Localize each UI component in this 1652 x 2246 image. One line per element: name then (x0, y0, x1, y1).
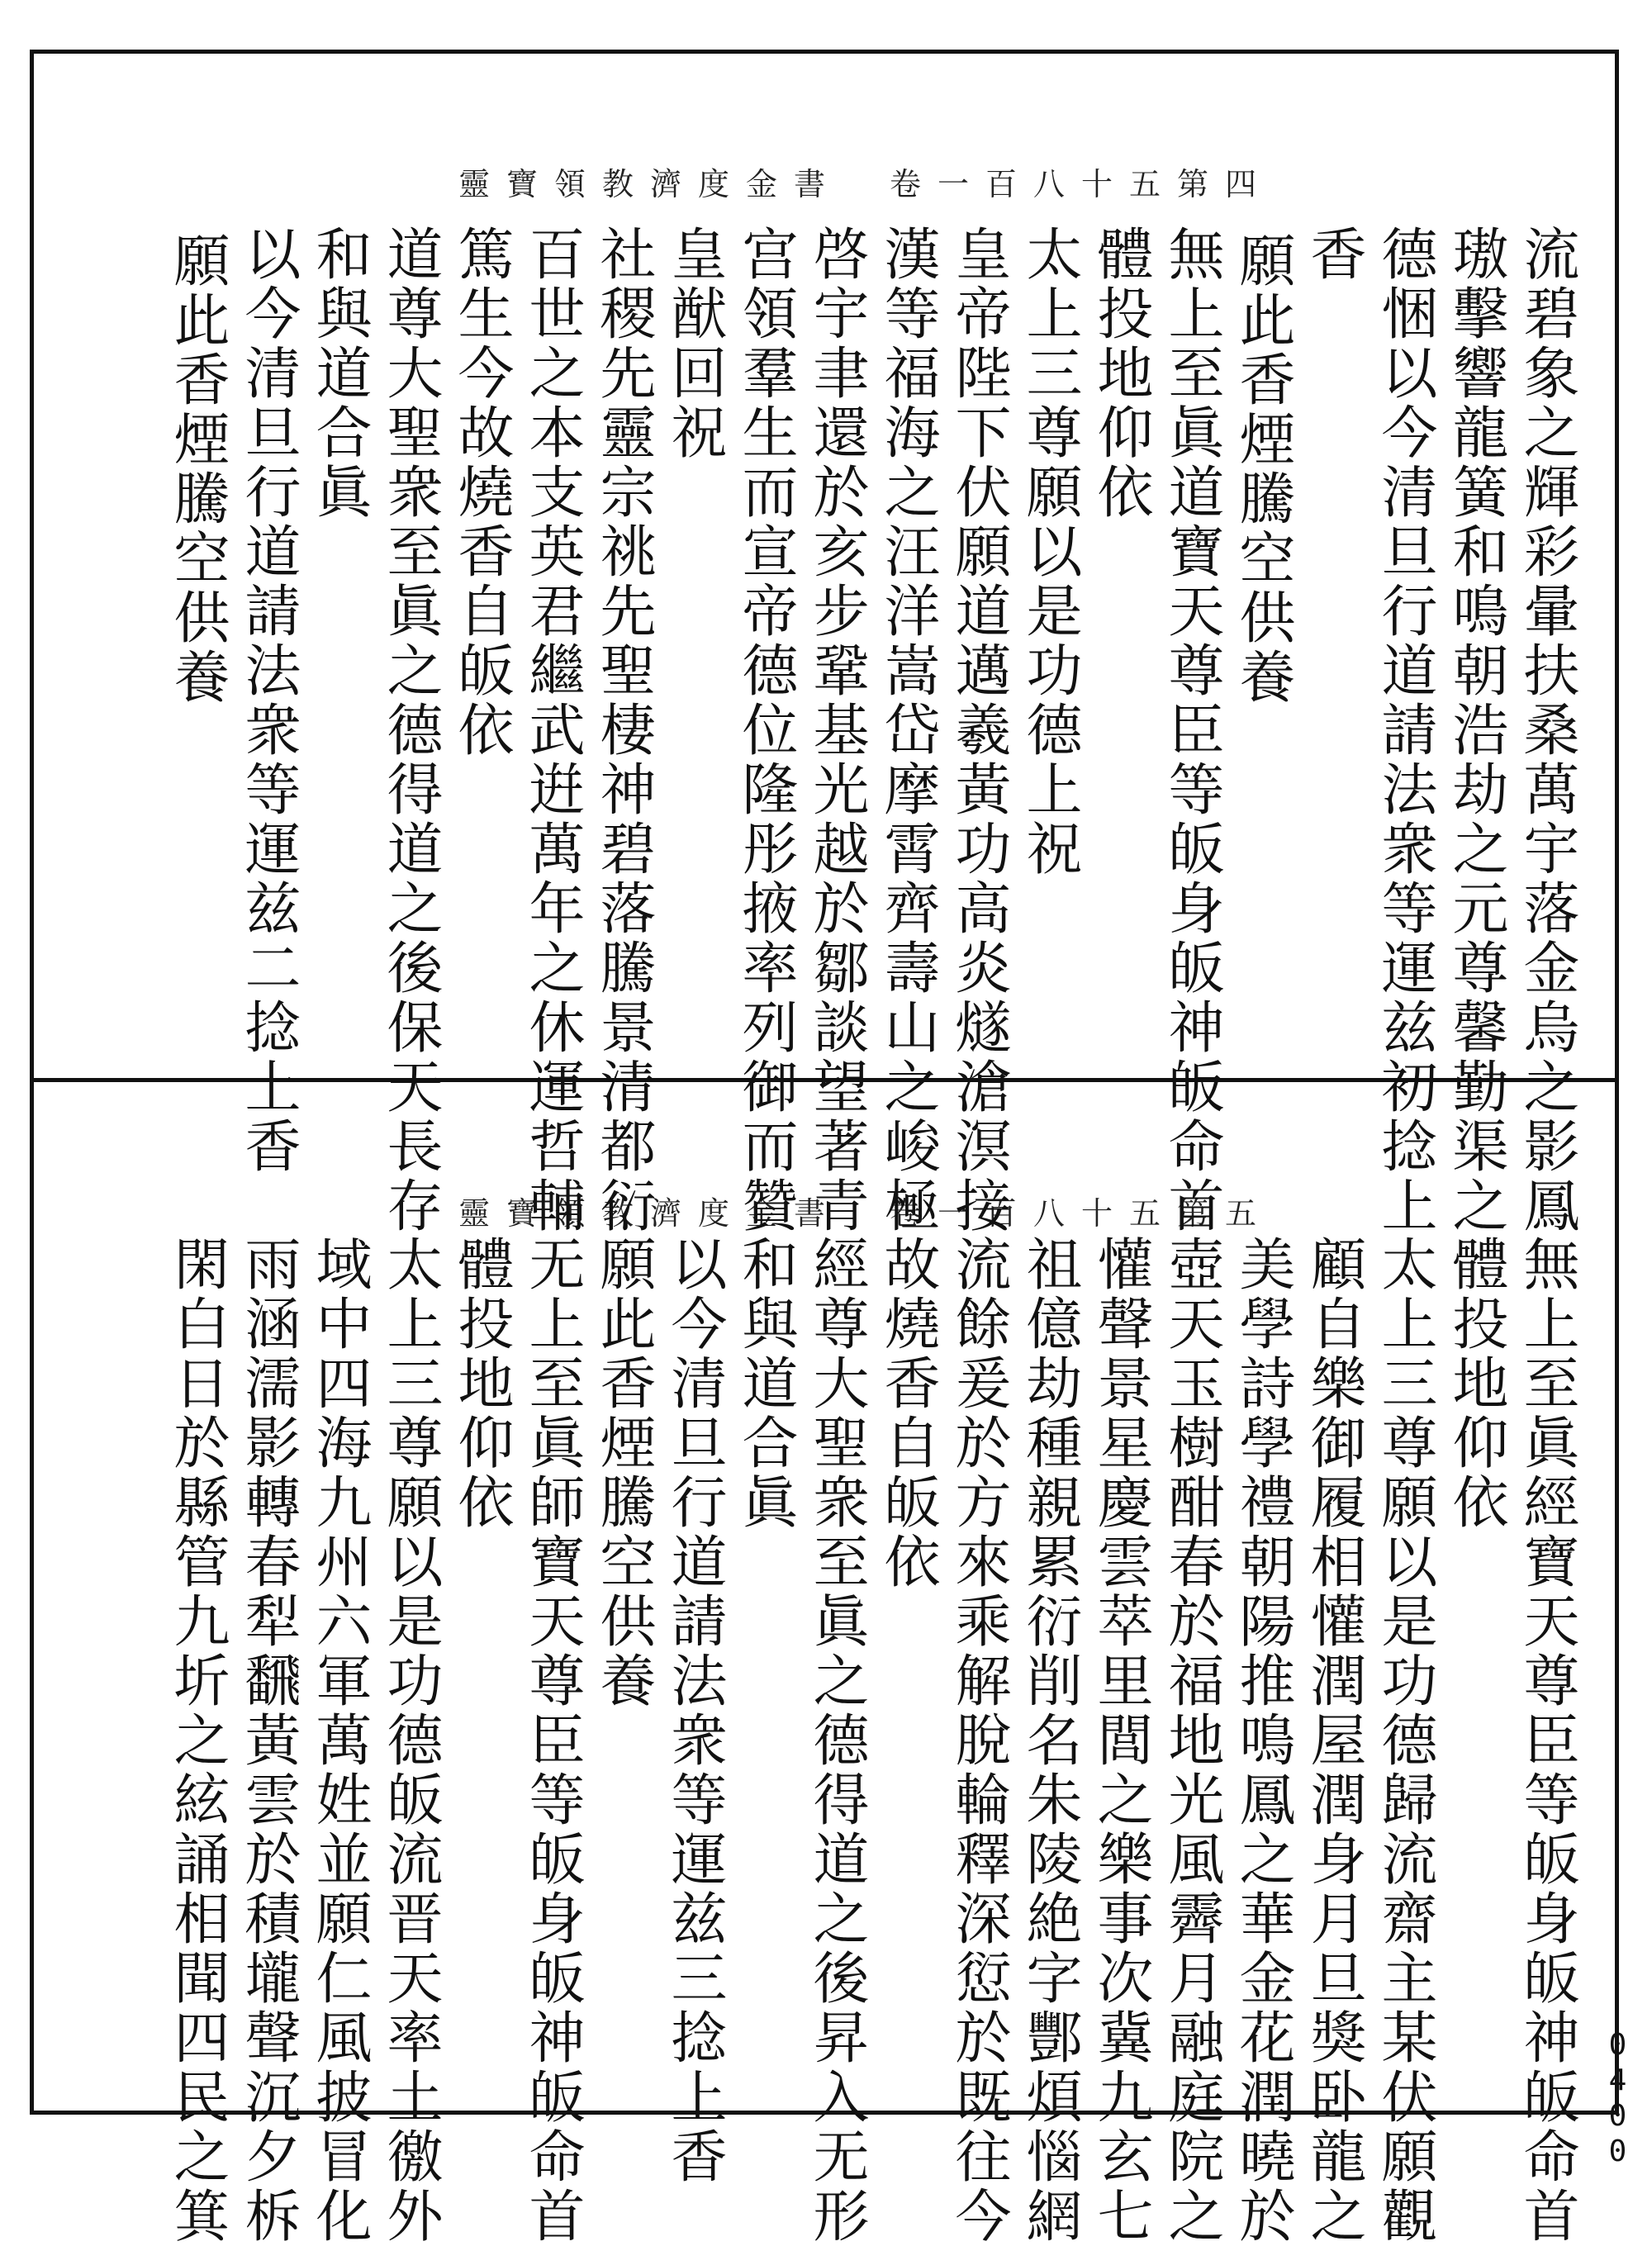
running-header-top: 靈寶領教濟度金書 卷一百八十五第四 (458, 166, 1274, 202)
text-column: 和與道合眞 (306, 225, 372, 522)
text-column: 祖億劫種親累衍削名朱陵絶字酆煩惱網 (1017, 1235, 1082, 2246)
text-column: 无上至眞師寶天尊臣等皈身皈神皈命首 (520, 1235, 585, 2246)
text-column: 篤生今故燒香自皈依 (449, 225, 514, 760)
text-column: 體投地仰依 (1088, 225, 1153, 522)
text-column: 皇猷回祝 (662, 225, 727, 463)
text-column: 社稷先靈宗祧先聖棲神碧落騰景清都衍 (591, 225, 656, 1236)
text-column: 和與道合眞 (733, 1235, 798, 1532)
text-column: 體投地仰依 (1443, 1235, 1508, 1532)
page-number: 0400 (1601, 2028, 1635, 2170)
text-column: 以今清旦行道請法衆等運兹二捻上香 (235, 225, 301, 1176)
text-column: 無上至眞經寶天尊臣等皈身皈神皈命首 (1514, 1235, 1579, 2246)
text-column: 太上三尊願以是功德歸流齋主某伏願觀 (1372, 1235, 1437, 2246)
text-column: 香 (1301, 225, 1366, 284)
text-column: 壺天玉樹酣春於福地光風霽月融庭院之 (1159, 1235, 1224, 2246)
text-column: 雨涵濡影轉春犁飜黃雲於積壠聲沉夕柝 (235, 1235, 301, 2246)
text-column: 無上至眞道寶天尊臣等皈身皈神皈命首 (1159, 225, 1224, 1236)
text-column: 願此香煙騰空供養 (164, 231, 230, 707)
text-column: 顧自樂御履相懽潤屋潤身月旦獎卧龍之 (1301, 1235, 1366, 2246)
running-header-bottom: 靈寶領教濟度金書 卷一百八十五第五 (458, 1195, 1274, 1232)
text-column: 以今清旦行道請法衆等運兹三捻上香 (662, 1235, 727, 2187)
text-column: 域中四海九州六軍萬姓並願仁風披冒化 (306, 1235, 372, 2246)
text-column: 啓宇聿還於亥步鞏基光越於鄒談望著青 (804, 225, 869, 1236)
text-column: 太上三尊願以是功德皈流晋天率土徼外 (377, 1235, 443, 2246)
text-column: 體投地仰依 (449, 1235, 514, 1532)
text-column: 漢等福海之汪洋嵩岱摩霄齊壽山之峻極 (875, 225, 940, 1236)
text-column: 道尊大聖衆至眞之德得道之後保天長存 (377, 225, 443, 1236)
text-column: 璈擊響龍簧和鳴朝浩劫之元尊馨勤渠之 (1443, 225, 1508, 1236)
text-column: 美學詩學禮朝陽推鳴鳳之華金花潤曉於 (1230, 1235, 1295, 2246)
text-column: 故燒香自皈依 (875, 1235, 940, 1592)
text-column: 流餘爰於方來乘解脫輪釋深愆於既往今 (946, 1235, 1011, 2246)
text-column: 宫領羣生而宣帝德位隆彤掖率列御而贊 (733, 225, 798, 1236)
text-column: 閑白日於縣管九圻之絃誦相聞四民之箕 (164, 1235, 230, 2246)
text-column: 經尊大聖衆至眞之德得道之後昇入无形 (804, 1235, 869, 2246)
text-column: 願此香煙騰空供養 (591, 1235, 656, 1711)
text-column: 流碧象之輝彩暈扶桑萬宇落金烏之影鳳 (1514, 225, 1579, 1236)
text-column: 願此香煙騰空供養 (1230, 231, 1295, 707)
text-column: 懽聲景星慶雲萃里閭之樂事次冀九玄七 (1088, 1235, 1153, 2246)
text-column: 德悃以今清旦行道請法衆等運兹初捻上 (1372, 225, 1437, 1236)
text-column: 太上三尊願以是功德上祝 (1017, 225, 1082, 879)
text-column: 百世之本支英君繼武逬萬年之休運哲輔 (520, 225, 585, 1236)
text-column: 皇帝陛下伏願道邁羲黃功高炎燧滄溟接 (946, 225, 1011, 1236)
